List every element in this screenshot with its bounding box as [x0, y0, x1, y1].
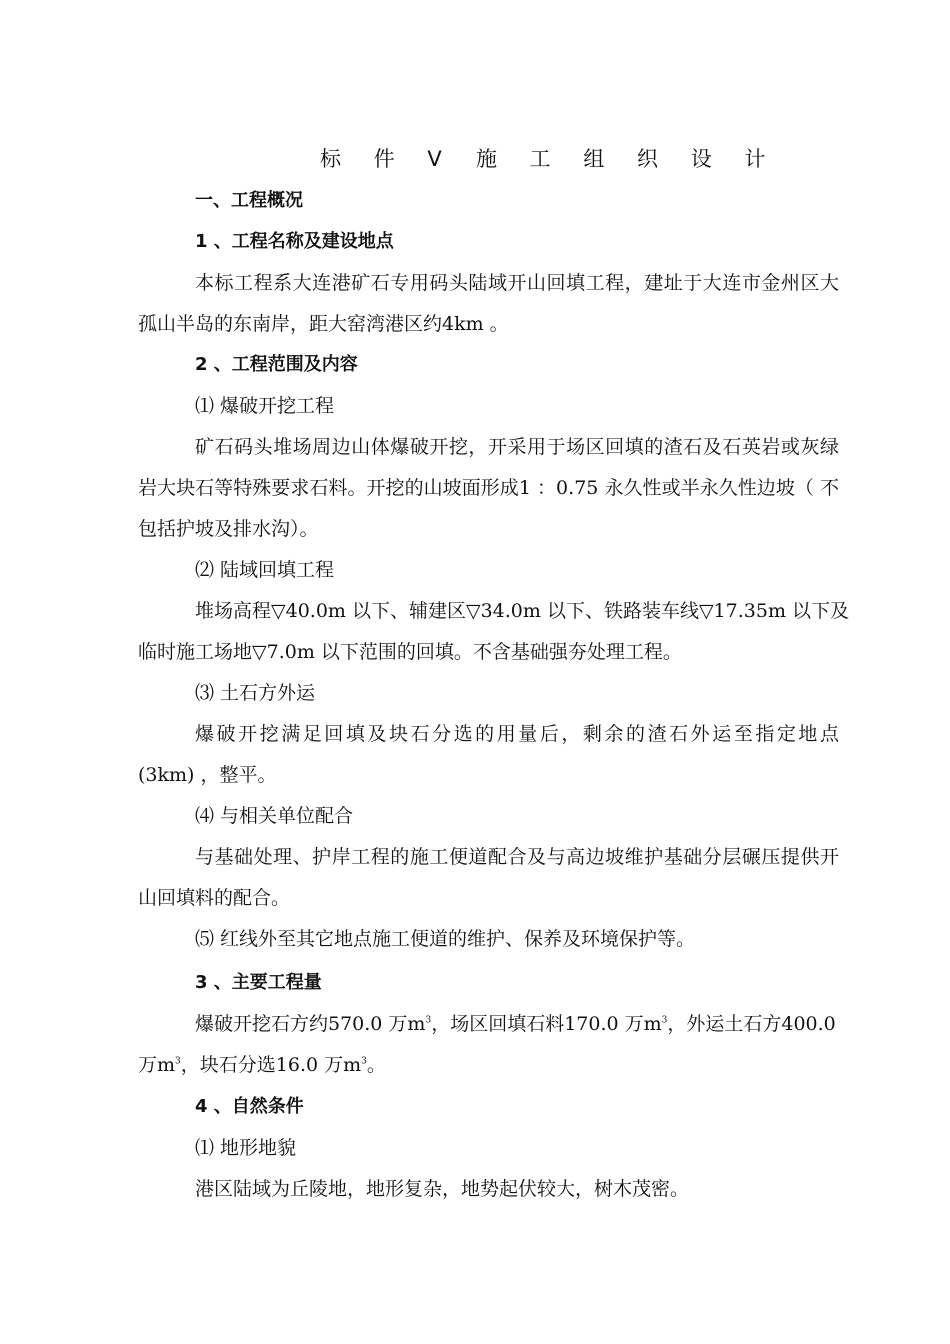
paragraph-line: (3km) ，整平。: [138, 764, 277, 786]
subsection-heading-4: 4 、自然条件: [195, 1096, 304, 1117]
quantity-text: 爆破开挖石方约570.0 万m: [195, 1013, 426, 1035]
paragraph-line: 矿石码头堆场周边山体爆破开挖，开采用于场区回填的渣石及石英岩或灰绿: [195, 436, 839, 458]
paragraph-line: 孤山半岛的东南岸，距大窑湾港区约4km 。: [138, 313, 509, 335]
superscript: 3: [661, 1015, 668, 1026]
superscript: 3: [425, 1015, 432, 1026]
subsection-heading-1: 1 、工程名称及建设地点: [195, 231, 394, 252]
superscript: 3: [175, 1056, 181, 1067]
subsection-heading-3: 3 、主要工程量: [195, 972, 322, 993]
list-item: ⑸ 红线外至其它地点施工便道的维护、保养及环境保护等。: [195, 928, 696, 950]
paragraph-line: 与基础处理、护岸工程的施工便道配合及与高边坡维护基础分层碾压提供开: [195, 846, 839, 868]
paragraph-line: 港区陆域为丘陵地，地形复杂，地势起伏较大，树木茂密。: [195, 1178, 690, 1200]
quantity-text: 。: [366, 1054, 386, 1076]
quantity-line-1: [195, 1011, 836, 1037]
superscript: 3: [361, 1056, 367, 1067]
subsection-heading-2: 2 、工程范围及内容: [195, 354, 358, 375]
paragraph-line: 本标工程系大连港矿石专用码头陆域开山回填工程，建址于大连市金州区大: [195, 272, 839, 294]
title-right: 施 工 组 织 设 计: [476, 147, 779, 171]
paragraph-line: 岩大块石等特殊要求石料。开挖的山坡面形成1 ：0.75 永久性或半永久性边坡（ 不: [138, 477, 839, 499]
quantity-text: ，块石分选16.0 万m: [180, 1054, 362, 1076]
list-item: ⑵ 陆域回填工程: [195, 559, 335, 581]
list-item: ⑴ 地形地貌: [195, 1137, 297, 1159]
paragraph-line: 爆破开挖满足回填及块石分选的用量后，剩余的渣石外运至指定地点: [195, 723, 839, 745]
quantity-text: ，场区回填石料170.0 万m: [431, 1013, 662, 1035]
list-item: ⑷ 与相关单位配合: [195, 805, 354, 827]
paragraph-line: 山回填料的配合。: [138, 887, 291, 909]
title-left: 标 件 V: [320, 147, 455, 171]
quantity-text: 万m: [138, 1054, 176, 1076]
quantity-line-2: [138, 1052, 386, 1078]
section-heading-overview: 一、工程概况: [195, 190, 303, 211]
quantity-text: ，外运土石方400.0: [667, 1013, 836, 1035]
paragraph-line: 堆场高程▽40.0m 以下、辅建区▽34.0m 以下、铁路装车线▽17.35m 以下及: [195, 600, 850, 622]
list-item: ⑶ 土石方外运: [195, 682, 316, 704]
paragraph-line: 临时施工场地▽7.0m 以下范围的回填。不含基础强夯处理工程。: [138, 641, 682, 663]
list-item: ⑴ 爆破开挖工程: [195, 395, 335, 417]
paragraph-line: 包括护坡及排水沟）。: [138, 518, 319, 540]
